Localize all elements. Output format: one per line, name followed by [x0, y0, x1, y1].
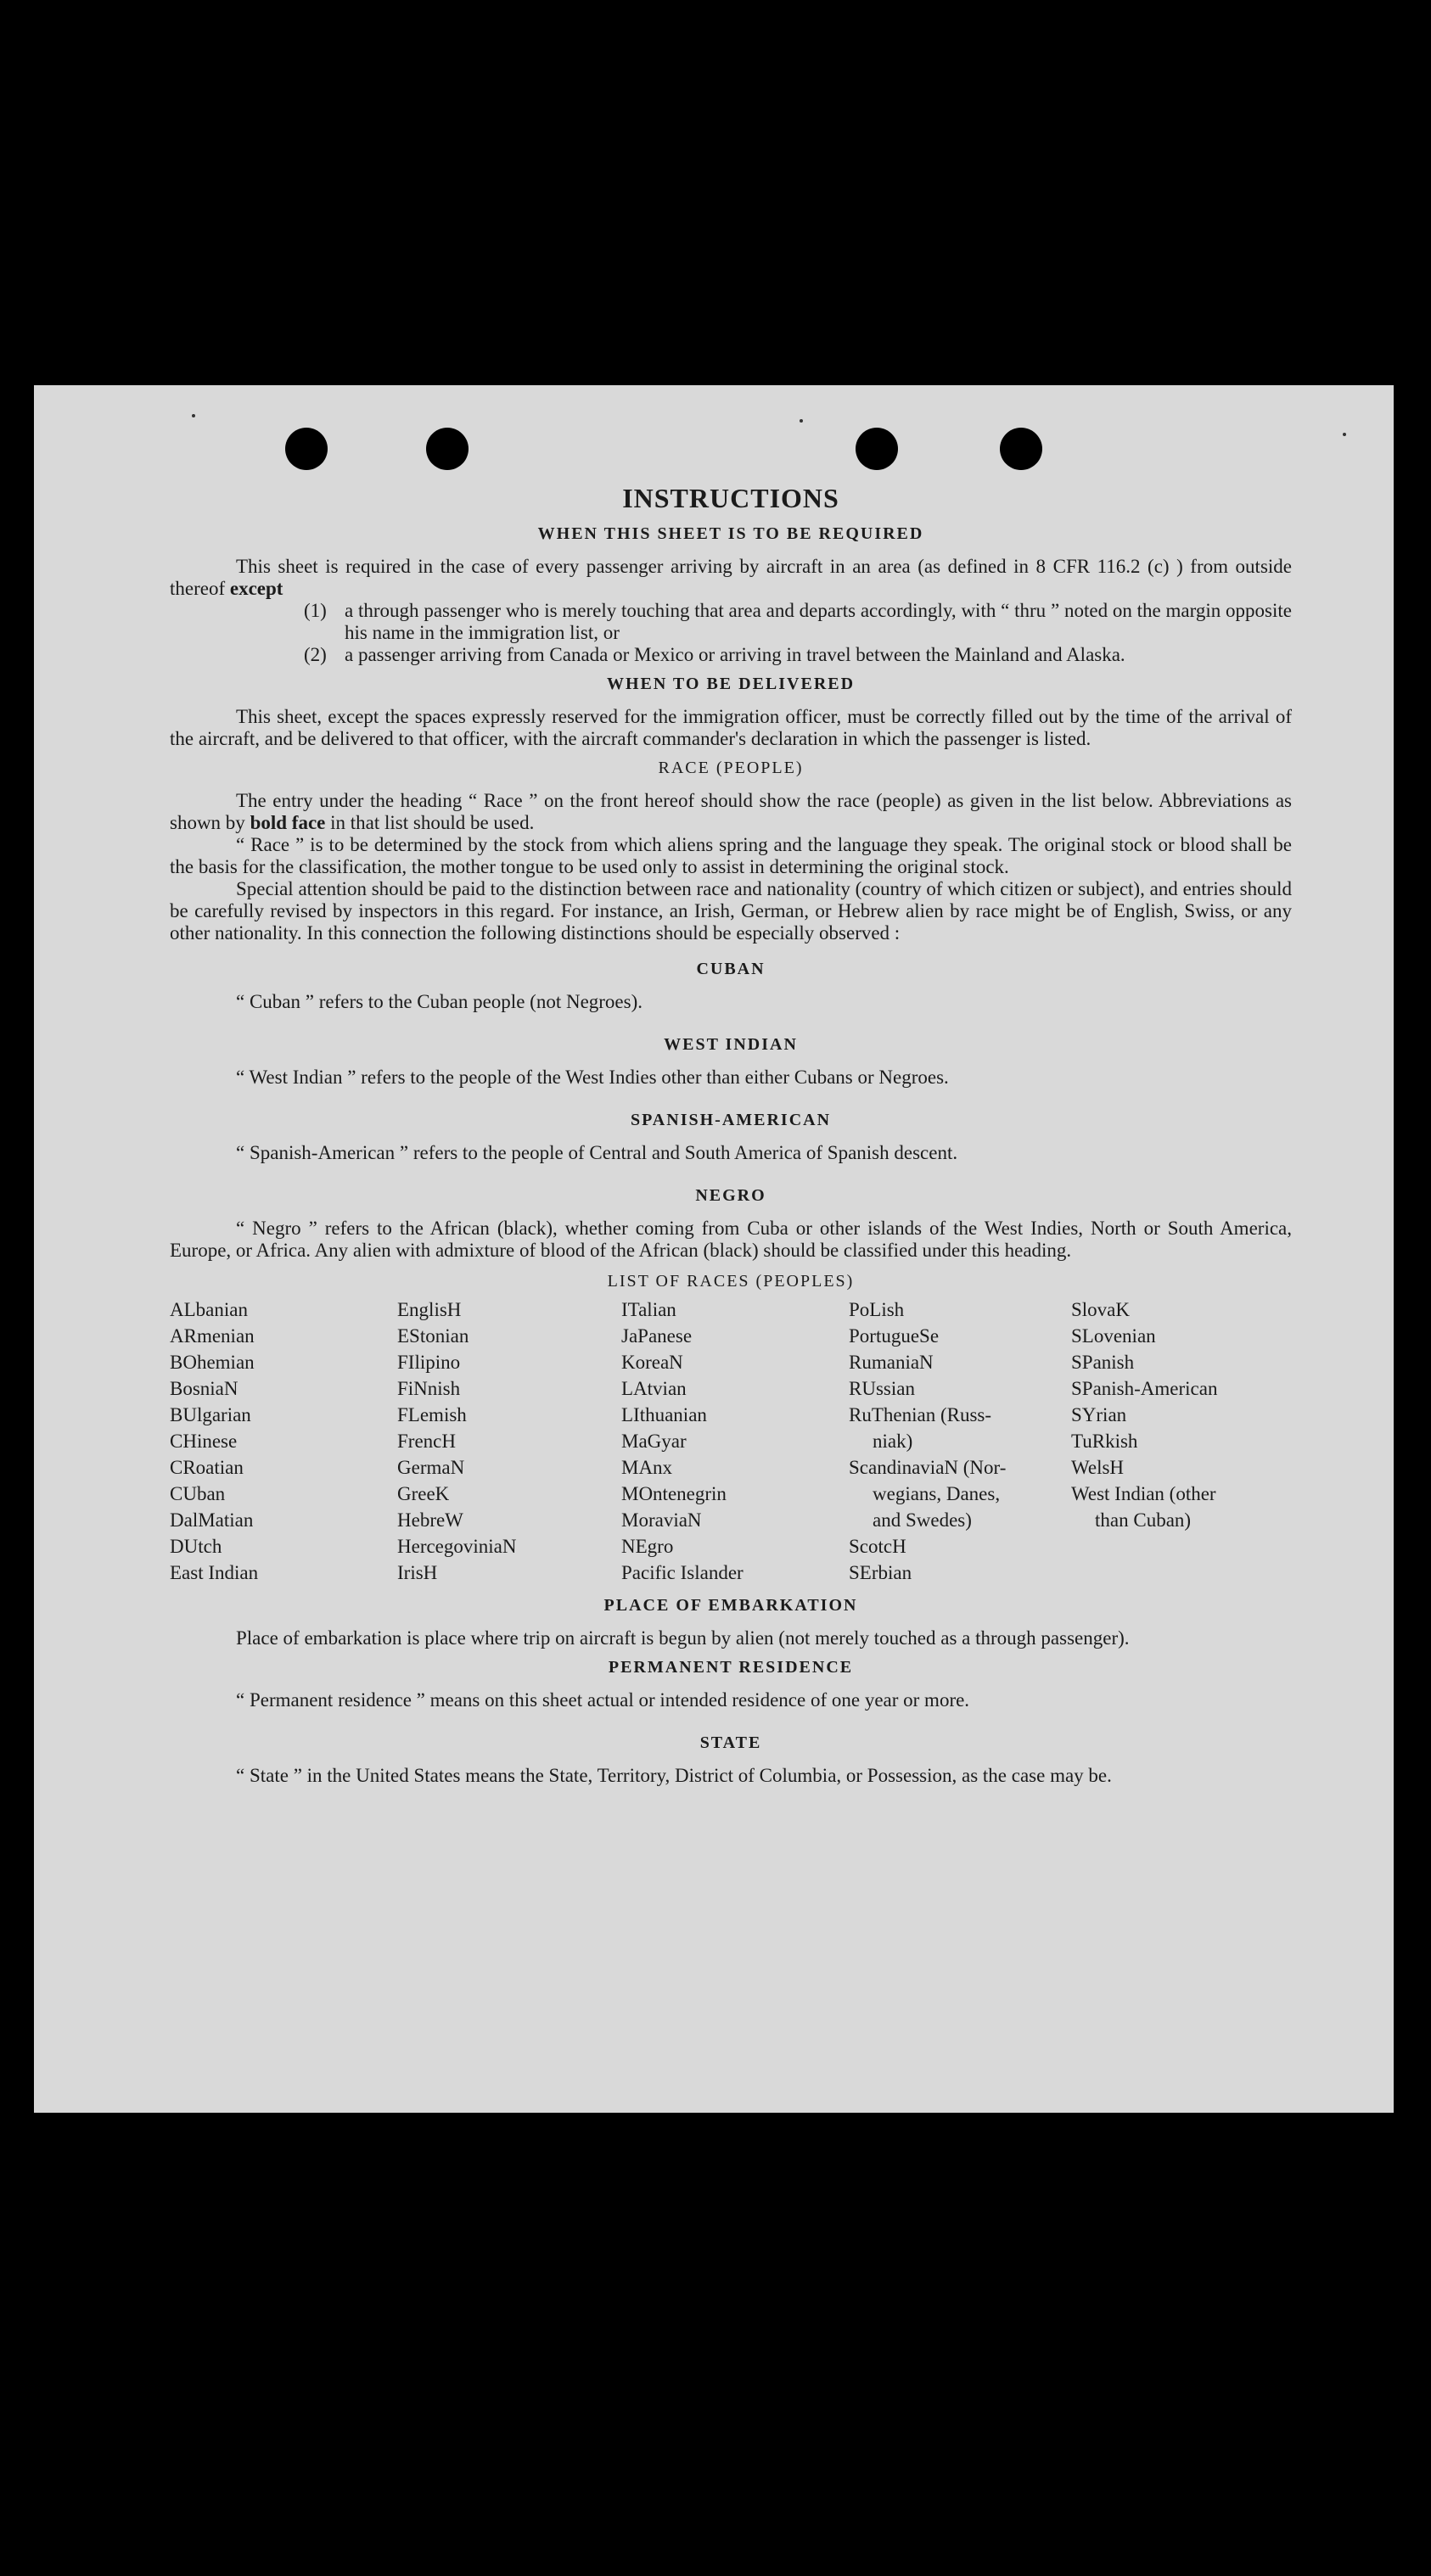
- race-entry: CRoatian: [170, 1457, 244, 1478]
- race-entry: ScotcH: [849, 1536, 906, 1557]
- speck: [192, 414, 195, 417]
- race-entry: GreeK: [397, 1483, 450, 1504]
- race-entry: CUban: [170, 1483, 226, 1504]
- heading-permanent-residence: PERMANENT RESIDENCE: [608, 1658, 854, 1677]
- exception-item: [304, 644, 1292, 666]
- race-entry: Pacific Islander: [621, 1562, 744, 1583]
- heading-west-indian: WEST INDIAN: [664, 1035, 798, 1054]
- race-entry: TuRkish: [1071, 1431, 1138, 1452]
- races-column: [621, 1296, 849, 1586]
- race-entry: BUlgarian: [170, 1404, 251, 1425]
- race-entry: EStonian: [397, 1325, 469, 1347]
- race-entry: HebreW: [397, 1509, 463, 1531]
- instructions-content: [170, 483, 1292, 1787]
- punch-hole: [426, 428, 469, 470]
- race-p1-end: in that list should be used.: [325, 812, 535, 833]
- race-entry: NEgro: [621, 1536, 674, 1557]
- race-entry: MOntenegrin: [621, 1483, 727, 1504]
- race-entry: FiNnish: [397, 1378, 461, 1399]
- race-entry: CHinese: [170, 1431, 238, 1452]
- races-list: [170, 1296, 1292, 1586]
- document-sheet: [34, 385, 1394, 2113]
- race-entry: JaPanese: [621, 1325, 693, 1347]
- race-entry: ScandinaviaN (Nor-: [849, 1457, 1007, 1478]
- item-number: (1): [304, 600, 327, 621]
- race-entry: GermaN: [397, 1457, 465, 1478]
- item-text: a through passenger who is merely touching that area and departs accordingly, with “ thru ” noted on the margin opposite his name in the immigration list, or: [345, 600, 1292, 643]
- negro-text: “ Negro ” refers to the African (black), whether coming from Cuba or other islands of the West Indies, North or South America, Europe, or Africa. Any alien with admixture of blood of the African (black) should be classified under this heading.: [170, 1218, 1292, 1261]
- item-text: a passenger arriving from Canada or Mexico or arriving in travel between the Mainland and Alaska.: [345, 644, 1125, 665]
- speck: [800, 419, 803, 423]
- race-entry: ARmenian: [170, 1325, 255, 1347]
- race-entry: niak): [873, 1431, 913, 1452]
- item-number: (2): [304, 644, 327, 665]
- race-entry: MoraviaN: [621, 1509, 702, 1531]
- heading-race: RACE (PEOPLE): [658, 759, 804, 777]
- punch-hole: [1000, 428, 1042, 470]
- race-entry: FLemish: [397, 1404, 467, 1425]
- race-entry: East Indian: [170, 1562, 259, 1583]
- cuban-text: “ Cuban ” refers to the Cuban people (not Negroes).: [236, 991, 643, 1012]
- when-required-intro: [170, 556, 1292, 600]
- heading-when-delivered: WHEN TO BE DELIVERED: [606, 675, 856, 693]
- race-entry: MAnx: [621, 1457, 673, 1478]
- residence-text: “ Permanent residence ” means on this sheet actual or intended residence of one year or more.: [236, 1689, 970, 1711]
- speck: [1343, 433, 1346, 436]
- races-column: [1071, 1296, 1292, 1586]
- race-p1-text: The entry under the heading “ Race ” on the front hereof should show the race (people) as given in the list below. Abbreviations as shown by: [170, 790, 1292, 833]
- page-title: INSTRUCTIONS: [622, 483, 839, 513]
- exception-item: [304, 600, 1292, 644]
- punch-hole: [856, 428, 898, 470]
- spanish-american-text: “ Spanish-American ” refers to the people of Central and South America of Spanish descent.: [236, 1142, 958, 1163]
- race-entry: LAtvian: [621, 1378, 687, 1399]
- intro-except: except: [229, 578, 283, 599]
- embarkation-text: Place of embarkation is place where trip on aircraft is begun by alien (not merely touched as a through passenger).: [236, 1627, 1130, 1649]
- race-entry: wegians, Danes,: [873, 1483, 1001, 1504]
- races-column: [170, 1296, 397, 1586]
- heading-negro: NEGRO: [695, 1186, 766, 1205]
- race-entry: than Cuban): [1095, 1509, 1192, 1531]
- race-entry: SYrian: [1071, 1404, 1127, 1425]
- race-entry: PortugueSe: [849, 1325, 940, 1347]
- race-entry: ITalian: [621, 1299, 676, 1320]
- race-entry: SLovenian: [1071, 1325, 1156, 1347]
- race-entry: BOhemian: [170, 1352, 255, 1373]
- intro-text: This sheet is required in the case of every passenger arriving by aircraft in an area (as defined in 8 CFR 116.2 (c) ) from outside thereof: [170, 556, 1292, 599]
- heading-list-of-races: LIST OF RACES (PEOPLES): [607, 1272, 855, 1291]
- race-entry: SPanish: [1071, 1352, 1135, 1373]
- races-column: [397, 1296, 621, 1586]
- heading-spanish-american: SPANISH-AMERICAN: [630, 1111, 832, 1129]
- race-entry: ALbanian: [170, 1299, 248, 1320]
- west-indian-text: “ West Indian ” refers to the people of the West Indies other than either Cubans or Negroes.: [236, 1067, 949, 1088]
- race-entry: IrisH: [397, 1562, 438, 1583]
- race-entry: EnglisH: [397, 1299, 462, 1320]
- heading-cuban: CUBAN: [696, 960, 766, 978]
- punch-hole: [285, 428, 328, 470]
- race-entry: HercegoviniaN: [397, 1536, 517, 1557]
- race-entry: PoLish: [849, 1299, 905, 1320]
- race-entry: SlovaK: [1071, 1299, 1130, 1320]
- when-delivered-text: This sheet, except the spaces expressly reserved for the immigration officer, must be correctly filled out by the time of the arrival of the aircraft, and be delivered to that officer, with the aircraft commander's declaration in which the passenger is listed.: [170, 706, 1292, 749]
- race-entry: RumaniaN: [849, 1352, 934, 1373]
- race-entry: DalMatian: [170, 1509, 254, 1531]
- race-entry: West Indian (other: [1071, 1483, 1216, 1504]
- race-entry: and Swedes): [873, 1509, 972, 1531]
- race-paragraph-3: Special attention should be paid to the distinction between race and nationality (country of which citizen or subject), and entries should be carefully revised by inspectors in this regard. For instance, an Irish, German, or Hebrew alien by race might be of English, Swiss, or any other nationality. In this connection the following distinctions should be especially observed :: [170, 878, 1292, 944]
- race-entry: RUssian: [849, 1378, 915, 1399]
- race-entry: SErbian: [849, 1562, 912, 1583]
- heading-when-required: WHEN THIS SHEET IS TO BE REQUIRED: [537, 524, 924, 543]
- race-paragraph-2: “ Race ” is to be determined by the stock from which aliens spring and the language they speak. The original stock or blood shall be the basis for the classification, the mother tongue to be used only to assist in determining the original stock.: [170, 834, 1292, 877]
- race-paragraph-1: [170, 790, 1292, 834]
- race-entry: KoreaN: [621, 1352, 683, 1373]
- race-entry: FIlipino: [397, 1352, 461, 1373]
- race-entry: WelsH: [1071, 1457, 1125, 1478]
- heading-place-of-embarkation: PLACE OF EMBARKATION: [603, 1596, 858, 1615]
- races-column: [849, 1296, 1071, 1586]
- state-text: “ State ” in the United States means the State, Territory, District of Columbia, or Possession, as the case may be.: [236, 1765, 1112, 1786]
- heading-state: STATE: [699, 1733, 762, 1752]
- race-entry: LIthuanian: [621, 1404, 707, 1425]
- race-p1-bold: bold face: [250, 812, 326, 833]
- race-entry: SPanish-American: [1071, 1378, 1218, 1399]
- race-entry: DUtch: [170, 1536, 222, 1557]
- race-entry: BosniaN: [170, 1378, 238, 1399]
- race-entry: FrencH: [397, 1431, 456, 1452]
- race-entry: RuThenian (Russ-: [849, 1404, 992, 1425]
- race-entry: MaGyar: [621, 1431, 687, 1452]
